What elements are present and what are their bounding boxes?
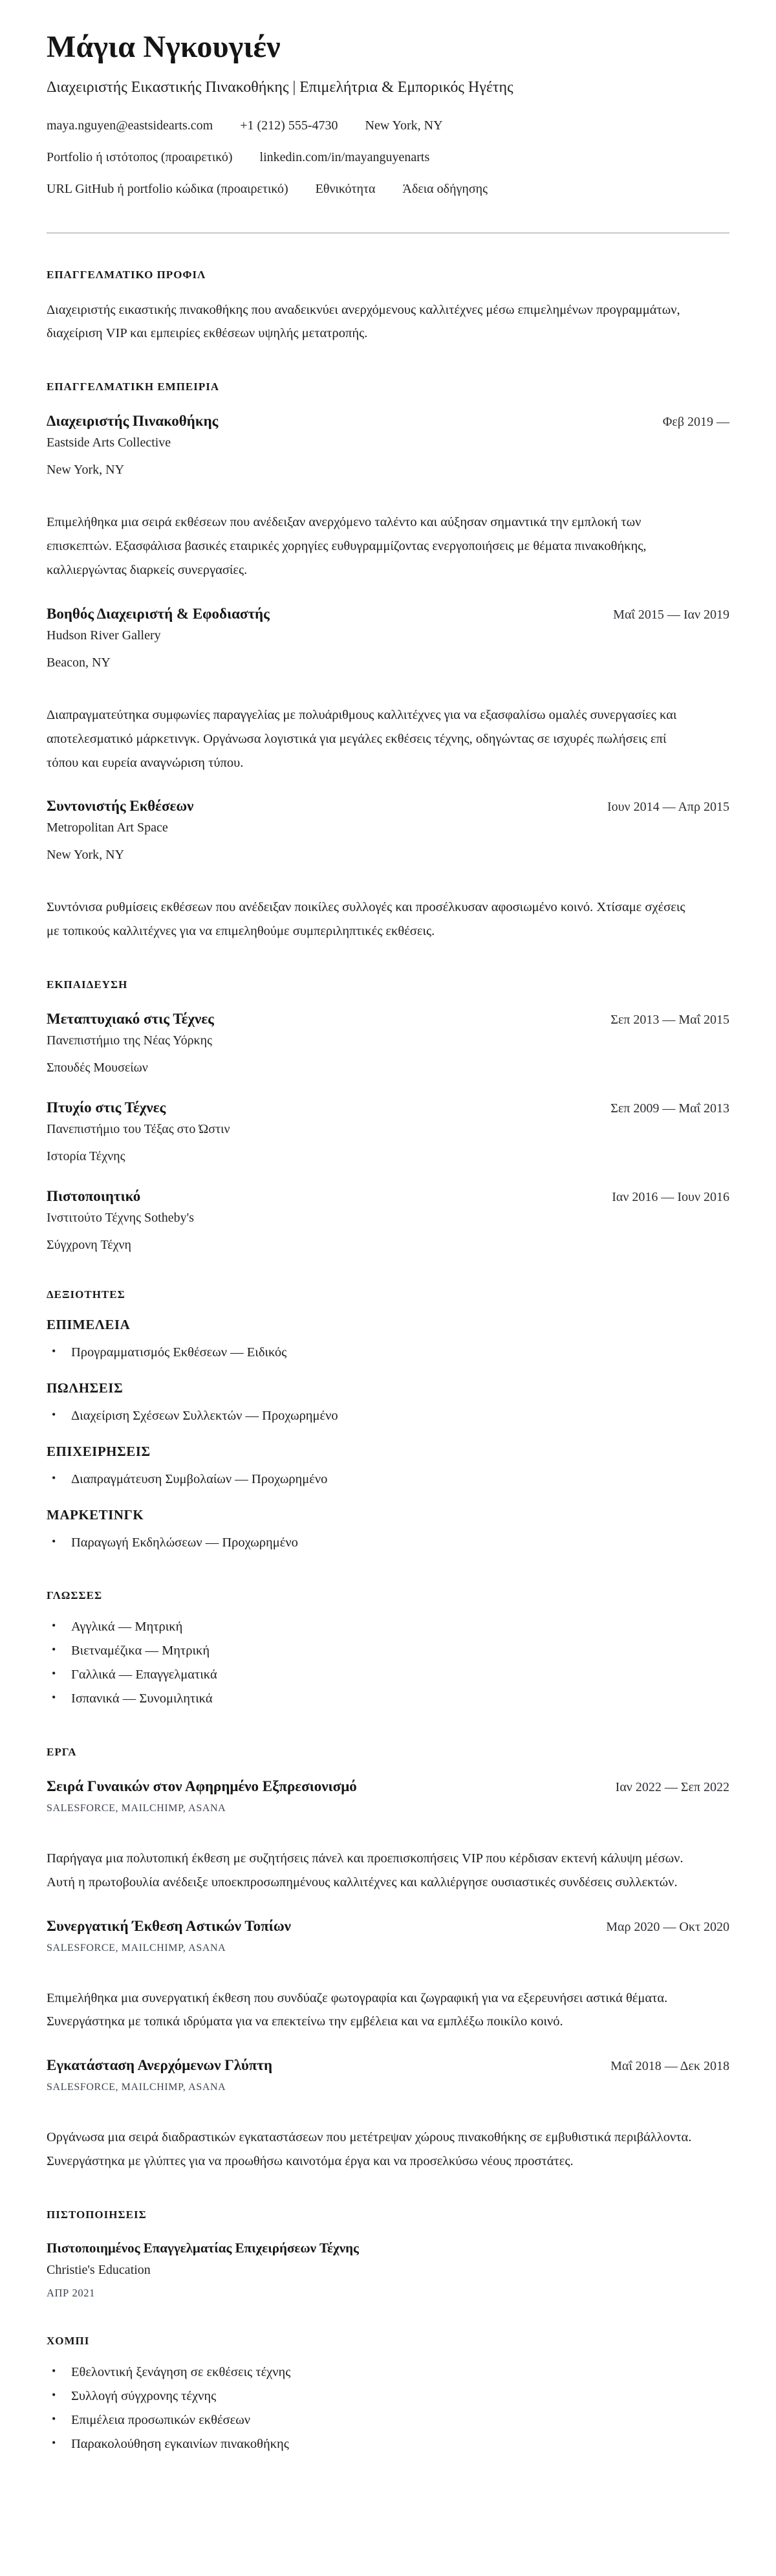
job-title: Συντονιστής Εκθέσεων xyxy=(47,798,194,815)
project-entry xyxy=(47,1917,729,2034)
education-entry xyxy=(47,1009,729,1076)
language-item: • Βιετναμέζικα — Μητρική xyxy=(47,1639,729,1663)
job-title: Διαχειριστής Πινακοθήκης xyxy=(47,413,219,430)
job-title: Βοηθός Διαχειριστή & Εφοδιαστής xyxy=(47,605,270,622)
school-name: Ινστιτούτο Τέχνης Sotheby's xyxy=(47,1210,194,1225)
hobby-list xyxy=(47,2361,729,2456)
section-skills xyxy=(47,1288,729,1555)
job-description: Διαπραγματεύτηκα συμφωνίες παραγγελίας με πολυάριθμους καλλιτέχνες για να εξασφαλίσω ομαλές συνεργασίες και αποτελεσματικό μάρκετινγκ. Οργάνωσα λογιστικά για μεγάλες εκθέσεις τέχνης, οδηγώντας σε ισχυρές πωλήσεις επί τόπου και ευρεία αναγνώριση τύπου. xyxy=(47,707,677,770)
certification-entry xyxy=(47,2240,729,2300)
project-description: Παρήγαγα μια πολυτοπική έκθεση με συζητήσεις πάνελ και προεπισκοπήσεις VIP που κέρδισαν εκτενή κάλυψη μέσων. Αυτή η πρωτοβουλία ανέδειξε υποεκπροσωπημένους καλλιτέχνες και καλλιέργησε ουσιαστικές συνδέσεις συλλεκτών. xyxy=(47,1851,684,1889)
job-location: New York, NY xyxy=(47,463,125,478)
person-name: Μάγια Νγκουγιέν xyxy=(47,30,281,64)
contact-row-3 xyxy=(47,181,729,197)
entry-head xyxy=(47,1917,729,1936)
field-of-study: Ιστορία Τέχνης xyxy=(47,1149,125,1163)
entry-head xyxy=(47,1098,729,1117)
project-entry xyxy=(47,1777,729,1895)
job-company: Eastside Arts Collective xyxy=(47,435,171,450)
certification-org: Christie's Education xyxy=(47,2263,151,2278)
github-text: URL GitHub ή portfolio κώδικα (προαιρετικό) xyxy=(47,181,288,196)
section-education xyxy=(47,978,729,1253)
section-certifications xyxy=(47,2208,729,2300)
project-tools: SALESFORCE, MAILCHIMP, ASANA xyxy=(47,1802,226,1814)
degree-title: Πιστοποιητικό xyxy=(47,1187,141,1204)
section-heading: ΠΙΣΤΟΠΟΙΗΣΕΙΣ xyxy=(47,2208,147,2221)
hobby-item: • Εθελοντική ξενάγηση σε εκθέσεις τέχνης xyxy=(47,2361,729,2384)
skill-group-marketing xyxy=(47,1507,729,1555)
project-dates: Μαΐ 2018 — Δεκ 2018 xyxy=(610,2059,729,2074)
experience-entry xyxy=(47,412,729,582)
job-dates: Μαΐ 2015 — Ιαν 2019 xyxy=(613,607,729,622)
language-item: • Αγγλικά — Μητρική xyxy=(47,1615,729,1639)
language-item: • Ισπανικά — Συνομιλητικά xyxy=(47,1687,729,1711)
certification-title: Πιστοποιημένος Επαγγελματίας Επιχειρήσεων Τέχνης xyxy=(47,2240,359,2256)
skill-group-name: ΠΩΛΗΣΕΙΣ xyxy=(47,1380,124,1396)
degree-title: Πτυχίο στις Τέχνες xyxy=(47,1099,166,1116)
section-projects xyxy=(47,1746,729,2174)
project-title: Συνεργατική Έκθεση Αστικών Τοπίων xyxy=(47,1917,291,1934)
section-heading: ΓΛΩΣΣΕΣ xyxy=(47,1589,103,1602)
language-list xyxy=(47,1615,729,1711)
job-dates: Ιουν 2014 — Απρ 2015 xyxy=(607,800,729,815)
location-text: New York, NY xyxy=(365,118,443,133)
entry-head xyxy=(47,1777,729,1796)
degree-title: Μεταπτυχιακό στις Τέχνες xyxy=(47,1011,214,1028)
language-item: • Γαλλικά — Επαγγελματικά xyxy=(47,1663,729,1687)
job-company: Hudson River Gallery xyxy=(47,628,161,643)
section-heading: ΧΟΜΠΙ xyxy=(47,2335,90,2348)
skill-list xyxy=(47,1341,729,1365)
entry-head xyxy=(47,1009,729,1029)
experience-entry xyxy=(47,797,729,943)
section-heading: ΕΠΑΓΓΕΛΜΑΤΙΚΟ ΠΡΟΦΙΛ xyxy=(47,268,206,281)
section-heading: ΕΡΓΑ xyxy=(47,1745,77,1758)
job-location: New York, NY xyxy=(47,848,125,863)
contact-row-1 xyxy=(47,118,729,134)
project-title: Εγκατάσταση Ανερχόμενων Γλύπτη xyxy=(47,2057,273,2074)
education-entry xyxy=(47,1098,729,1165)
linkedin-text: linkedin.com/in/mayanguyenarts xyxy=(259,149,430,164)
person-title: Διαχειριστής Εικαστικής Πινακοθήκης | Επιμελήτρια & Εμπορικός Ηγέτης xyxy=(47,79,513,96)
project-tools: SALESFORCE, MAILCHIMP, ASANA xyxy=(47,2082,226,2093)
skill-group-curation xyxy=(47,1317,729,1365)
job-dates: Φεβ 2019 — xyxy=(662,415,729,430)
school-name: Πανεπιστήμιο του Τέξας στο Ώστιν xyxy=(47,1121,230,1136)
degree-dates: Σεπ 2009 — Μαΐ 2013 xyxy=(610,1101,729,1116)
project-dates: Μαρ 2020 — Οκτ 2020 xyxy=(606,1919,729,1934)
school-name: Πανεπιστήμιο της Νέας Υόρκης xyxy=(47,1033,213,1048)
hobby-item: • Επιμέλεια προσωπικών εκθέσεων xyxy=(47,2408,729,2432)
section-languages xyxy=(47,1589,729,1711)
project-description: Επιμελήθηκα μια συνεργατική έκθεση που συνδύαζε φωτογραφία και ζωγραφική για να εξερευνήσει αστικά θέματα. Συνεργάστηκα με τοπικά ιδρύματα για να επεκτείνω την εμβέλεια και να εμπλέξω ποικίλο κοινό. xyxy=(47,1990,668,2029)
entry-head xyxy=(47,412,729,431)
degree-dates: Ιαν 2016 — Ιουν 2016 xyxy=(612,1189,729,1204)
project-dates: Ιαν 2022 — Σεπ 2022 xyxy=(615,1779,729,1794)
section-heading: ΕΚΠΑΙΔΕΥΣΗ xyxy=(47,978,128,991)
header-divider xyxy=(47,232,729,234)
experience-entry xyxy=(47,604,729,775)
project-title: Σειρά Γυναικών στον Αφηρημένο Εξπρεσιονισμό xyxy=(47,1778,357,1794)
job-description: Επιμελήθηκα μια σειρά εκθέσεων που ανέδειξαν ανερχόμενο ταλέντο και αύξησαν σημαντικά την εμπλοκή των επισκεπτών. Εξασφάλισα βασικές εταιρικές χορηγίες ευθυγραμμίζοντας ενεργοποιήσεις με θέματα πινακοθήκης, καλλιεργώντας διαρκείς συνεργασίες. xyxy=(47,515,647,578)
field-of-study: Σύγχρονη Τέχνη xyxy=(47,1237,131,1252)
degree-dates: Σεπ 2013 — Μαΐ 2015 xyxy=(610,1013,729,1028)
entry-head xyxy=(47,1187,729,1206)
section-heading: ΔΕΞΙΟΤΗΤΕΣ xyxy=(47,1288,125,1301)
project-entry xyxy=(47,2056,729,2174)
hobby-item: • Συλλογή σύγχρονης τέχνης xyxy=(47,2384,729,2408)
driving-license-text: Άδεια οδήγησης xyxy=(402,181,488,196)
field-of-study: Σπουδές Μουσείων xyxy=(47,1061,148,1075)
email-text: maya.nguyen@eastsidearts.com xyxy=(47,118,213,133)
skill-group-business xyxy=(47,1444,729,1492)
skill-group-name: ΕΠΙΧΕΙΡΗΣΕΙΣ xyxy=(47,1443,151,1459)
skill-list xyxy=(47,1404,729,1428)
contact-row-2 xyxy=(47,149,729,166)
hobby-item: • Παρακολούθηση εγκαινίων πινακοθήκης xyxy=(47,2432,729,2456)
nationality-text: Εθνικότητα xyxy=(315,181,376,196)
section-heading: ΕΠΑΓΓΕΛΜΑΤΙΚΗ ΕΜΠΕΙΡΙΑ xyxy=(47,380,220,393)
resume-header xyxy=(47,27,729,234)
skill-item: • Διαπραγμάτευση Συμβολαίων — Προχωρημένο xyxy=(47,1468,729,1492)
section-profile xyxy=(47,269,729,346)
section-experience xyxy=(47,380,729,943)
job-company: Metropolitan Art Space xyxy=(47,820,168,835)
entry-head xyxy=(47,2056,729,2075)
phone-text: +1 (212) 555-4730 xyxy=(240,118,338,133)
entry-head xyxy=(47,797,729,816)
skill-list xyxy=(47,1531,729,1555)
section-hobbies xyxy=(47,2335,729,2456)
profile-text: Διαχειριστής εικαστικής πινακοθήκης που αναδεικνύει ανερχόμενους καλλιτέχνες μέσω επιμελημένων προγραμμάτων, διαχείριση VIP και εμπειρίες εκθέσεων υψηλής μετατροπής. xyxy=(47,302,680,341)
skill-item: • Διαχείριση Σχέσεων Συλλεκτών — Προχωρημένο xyxy=(47,1404,729,1428)
skill-group-name: ΕΠΙΜΕΛΕΙΑ xyxy=(47,1316,131,1332)
project-description: Οργάνωσα μια σειρά διαδραστικών εγκαταστάσεων που μετέτρεψαν χώρους πινακοθήκης σε εμβυθιστικά περιβάλλοντα. Συνεργάστηκα με γλύπτες για να προωθήσω καινοτόμα έργα και να προσελκύσω νέους προστάτες. xyxy=(47,2130,692,2169)
project-tools: SALESFORCE, MAILCHIMP, ASANA xyxy=(47,1942,226,1954)
job-location: Beacon, NY xyxy=(47,655,111,670)
portfolio-text: Portfolio ή ιστότοπος (προαιρετικό) xyxy=(47,149,233,164)
entry-head xyxy=(47,604,729,624)
education-entry xyxy=(47,1187,729,1253)
job-description: Συντόνισα ρυθμίσεις εκθέσεων που ανέδειξαν ποικίλες συλλογές και προσέλκυσαν αφοσιωμένο κοινό. Χτίσαμε σχέσεις με τοπικούς καλλιτέχνες για να επιμεληθούμε συμπεριληπτικές εκθέσεις. xyxy=(47,900,685,939)
certification-date: ΑΠΡ 2021 xyxy=(47,2287,95,2300)
skill-item: • Προγραμματισμός Εκθέσεων — Ειδικός xyxy=(47,1341,729,1365)
skill-list xyxy=(47,1468,729,1492)
skill-item: • Παραγωγή Εκδηλώσεων — Προχωρημένο xyxy=(47,1531,729,1555)
skill-group-sales xyxy=(47,1380,729,1428)
skill-group-name: ΜΑΡΚΕΤΙΝΓΚ xyxy=(47,1506,144,1523)
